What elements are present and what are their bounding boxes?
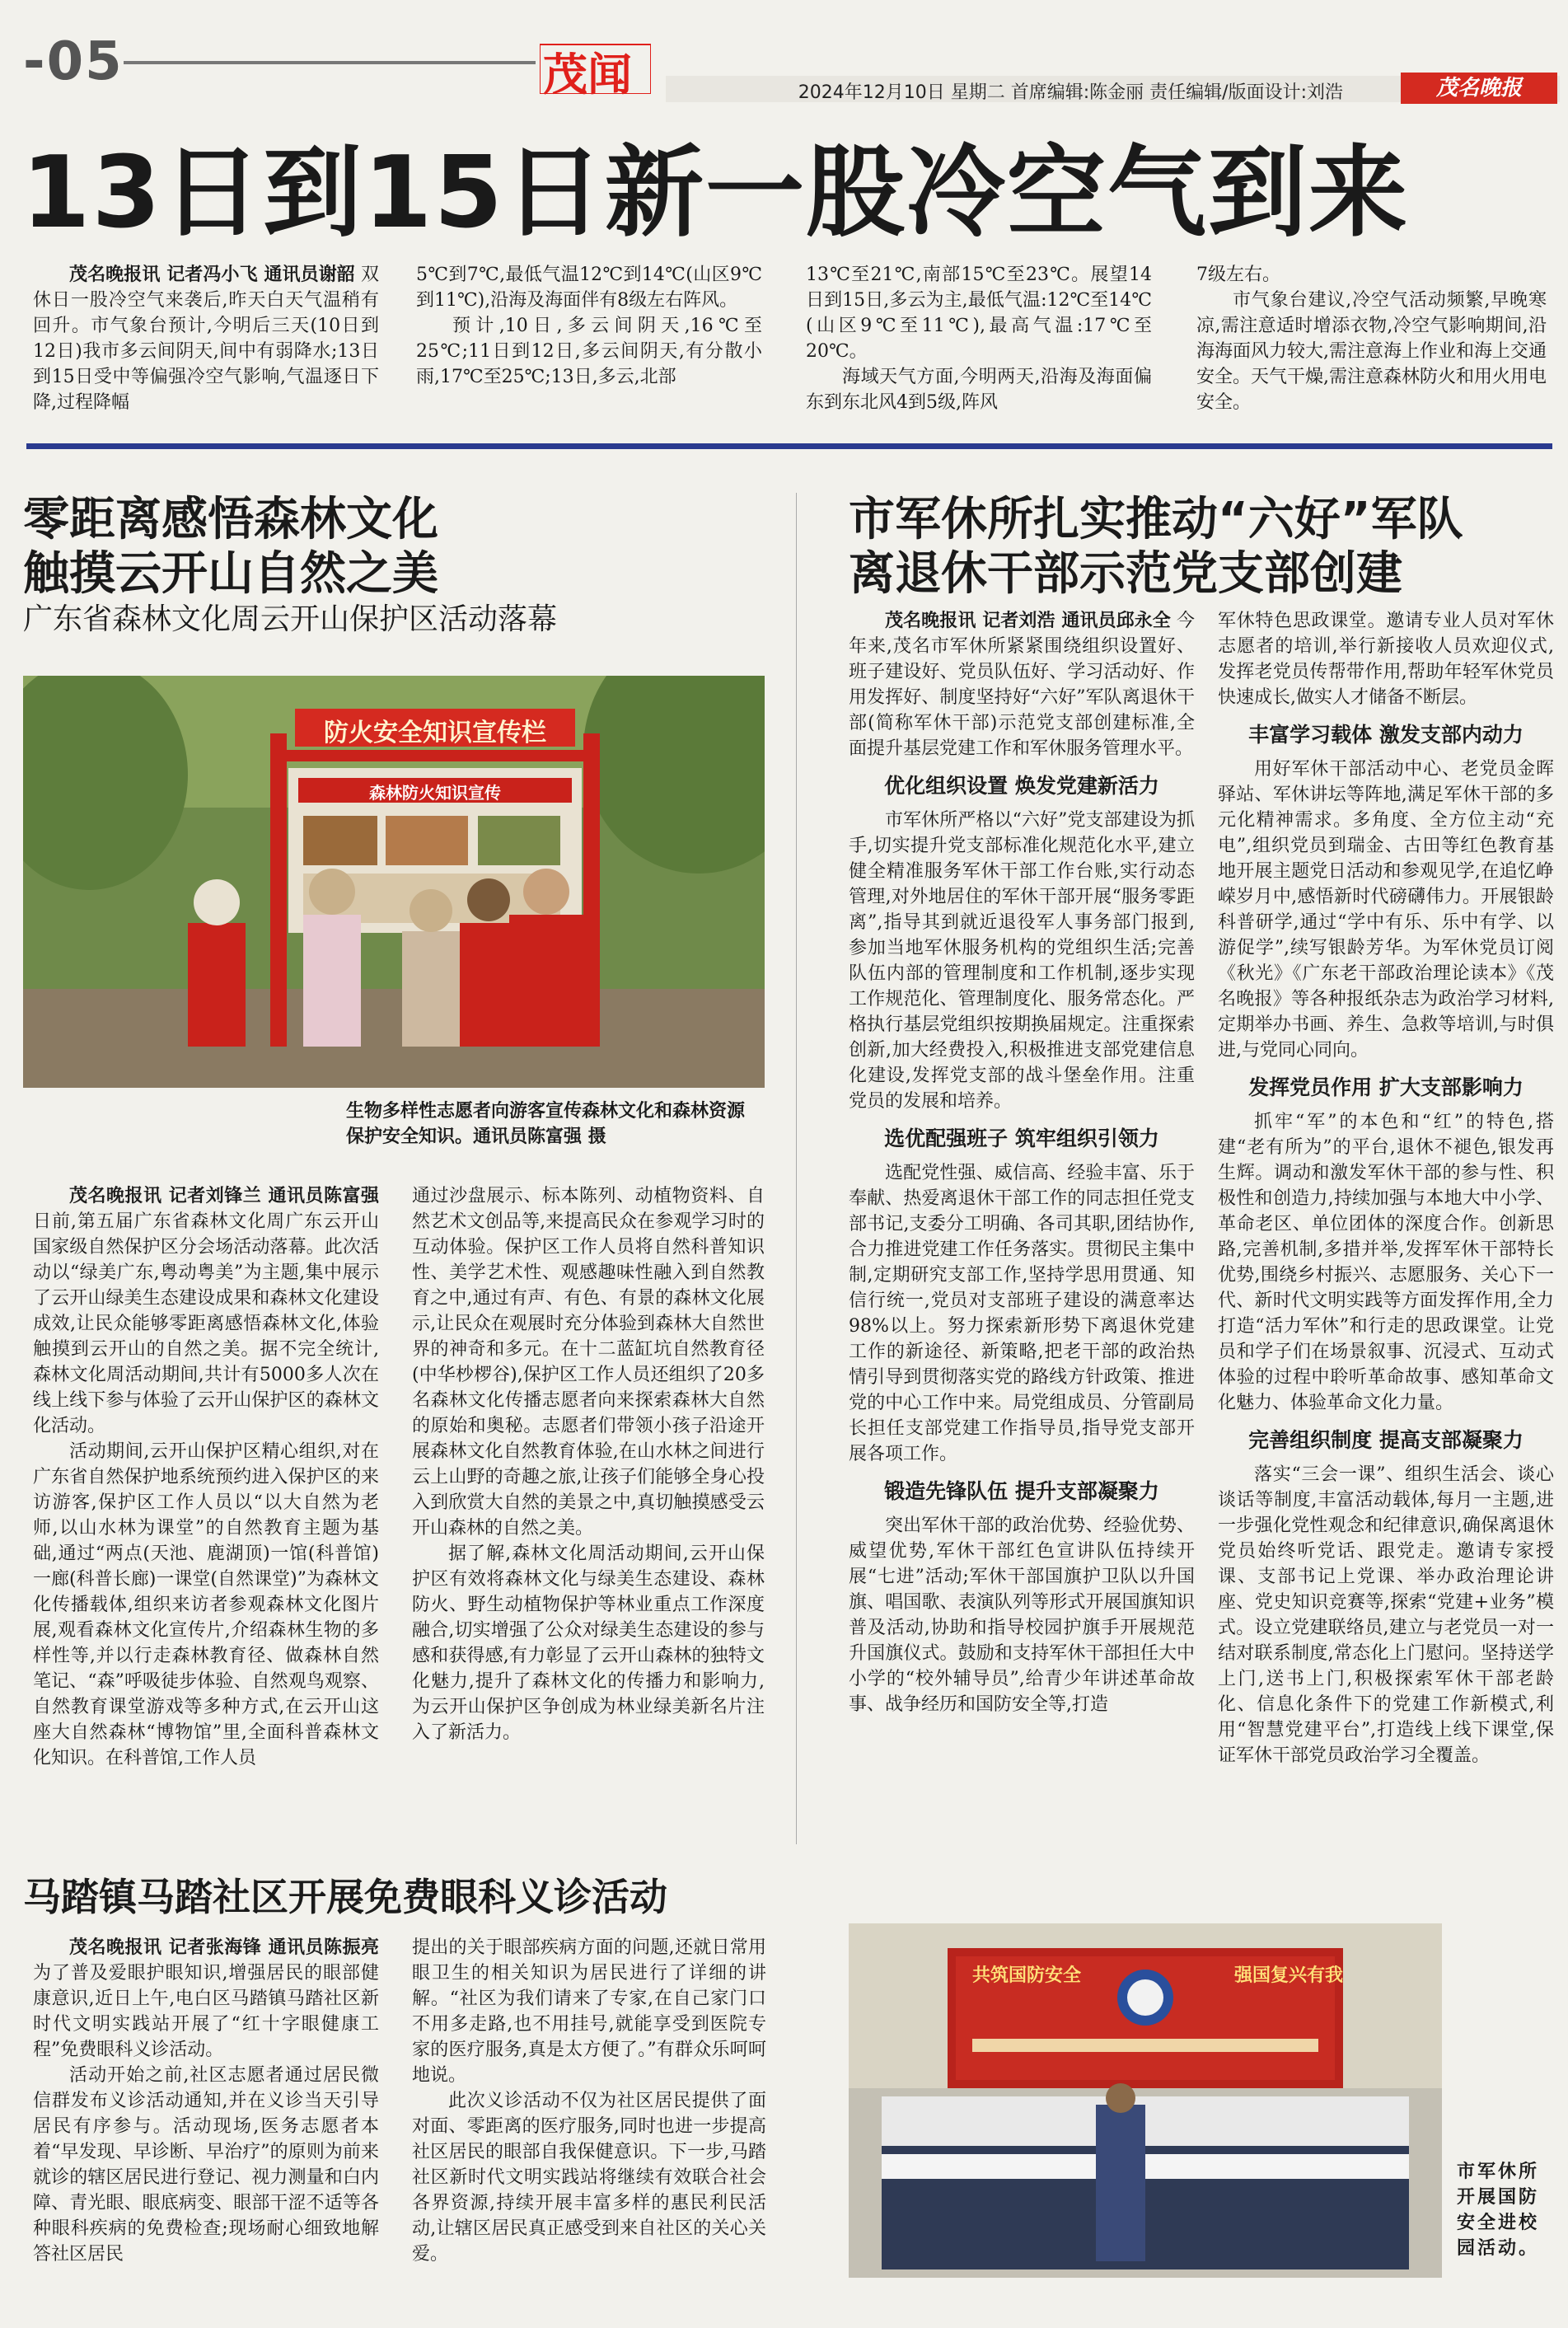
top-headline: 13日到15日新一股冷空气到来	[21, 136, 1409, 251]
photo-board-text: 森林防火知识宣传	[369, 783, 501, 803]
army-subhead-6: 完善组织制度 提高支部凝聚力	[1248, 1428, 1524, 1452]
forest-text-2: 活动期间,云开山保护区精心组织,对在广东省自然保护地系统预约进入保护区的来访游客,保护区工作人员以“以大自然为老师,以山水林为课堂”的自然教育主题为基础,通过“两点(天池、鹿湖顶)一馆(科普馆)一廊(科普长廊)一课堂(自然课堂)”为森林文化传播载体,组织来访者参观森林文化图片展,观看森林文化宣传片,介绍森林生物的多样性等,并以行走森林教育径、做森林自然笔记、“森”呼吸徒步体验、自然观鸟观察、自然教育课堂游戏等多种方式,在云开山这座大自然森林“博物馆”里,全面科普森林文化知识。在科普馆,工作人员	[33, 1441, 379, 1768]
photo-sign: 防火安全知识宣传栏	[324, 719, 546, 747]
top-byline: 茂名晚报讯 记者冯小飞 通讯员谢韶	[69, 265, 355, 285]
top-col-4	[1196, 262, 1547, 415]
eye-text-1: 为了普及爱眼护眼知识,增强居民的眼部健康意识,近日上午,电白区马踏镇马踏社区新时代文明实践站开展了“红十字眼健康工程”免费眼科义诊活动。	[33, 1963, 379, 2060]
section-divider	[26, 443, 1552, 449]
army-title	[849, 493, 1557, 602]
header-rule	[124, 61, 536, 64]
top-text-4: 13℃至21℃,南部15℃至23℃。展望14日到15日,多云为主,最低气温:12℃至14℃(山区9℃至11℃),最高气温:17℃至20℃。	[806, 265, 1152, 362]
section-badge	[540, 40, 651, 101]
army-photo	[849, 1923, 1442, 2278]
top-col-3	[806, 262, 1152, 415]
eye-title: 马踏镇马踏社区开展免费眼科义诊活动	[23, 1875, 667, 1919]
eye-text-3: 提出的关于眼部疾病方面的问题,还就日常用眼卫生的相关知识为居民进行了详细的讲解。“社区为我们请来了专家,在自己家门口不用多走路,也不用挂号,就能享受到医院专家的医疗服务,真是太方便了。”有群众乐呵呵地说。	[412, 1937, 766, 2086]
photo-banner-left: 共筑国防安全	[972, 1965, 1082, 1986]
paper-logo: 茂名晚报	[1401, 73, 1557, 104]
army-text-5: 军休特色思政课堂。邀请专业人员对军休志愿者的培训,举行新接收人员欢迎仪式,发挥老党员传帮带作用,帮助年轻军休党员快速成长,做实人才储备不断层。	[1218, 611, 1554, 708]
army-text-3: 选配党性强、威信高、经验丰富、乐于奉献、热爱离退休干部工作的同志担任党支部书记,支委分工明确、各司其职,团结协作,合力推进党建工作任务落实。贯彻民主集中制,定期研究支部工作,坚持学思用贯通、知信行统一,党员对支部班子建设的满意率达98%以上。努力探索新形势下离退休党建工作的新途径、新策略,把老干部的政治热情引导到贯彻落实党的路线方针政策、推进党的中心工作中来。局党组成员、分管副局长担任支部党建工作指导员,指导党支部开展各项工作。	[849, 1163, 1195, 1464]
top-text-5: 海域天气方面,今明两天,沿海及海面偏东到东北风4到5级,阵风	[806, 367, 1152, 413]
top-text-3: 预计,10日,多云间阴天,16℃至25℃;11日到12日,多云间阴天,有分散小雨,17℃至25℃;13日,多云,北部	[416, 316, 762, 387]
forest-title-line-2: 触摸云开山自然之美	[23, 547, 438, 601]
army-col-1	[849, 608, 1195, 1717]
army-byline: 茂名晚报讯 记者刘浩 通讯员邱永全	[885, 611, 1171, 631]
army-text-2: 市军休所严格以“六好”党支部建设为抓手,切实提升党支部标准化规范化水平,建立健全精准服务军休干部工作台账,实行动态管理,对外地居住的军休干部开展“服务零距离”,指导其到就近退役军人事务部门报到,参加当地军休服务机构的党组织生活;完善队伍内部的管理制度和工作机制,逐步实现工作规范化、管理制度化、服务常态化。严格执行基层党组织按期换届规定。注重探索创新,加大经费投入,积极推进支部党建信息化建设,发挥党支部的战斗堡垒作用。注重党员的发展和培养。	[849, 810, 1195, 1112]
army-text-4: 突出军休干部的政治优势、经验优势、威望优势,军休干部红色宣讲队伍持续开展“七进”活动;军休干部国旗护卫队以升国旗、唱国歌、表演队列等形式开展国旗知识普及活动,协助和指导校园护旗手开展规范升国旗仪式。鼓励和支持军休干部担任大中小学的“校外辅导员”,给青少年讲述革命故事、战争经历和国防安全等,打造	[849, 1515, 1195, 1715]
army-title-line-2: 离退休干部示范党支部创建	[849, 547, 1402, 601]
section-name: 茂闻	[543, 48, 632, 101]
army-subhead-2: 选优配强班子 筑牢组织引领力	[884, 1127, 1159, 1150]
forest-title-line-1: 零距离感悟森林文化	[23, 493, 438, 546]
forest-subtitle: 广东省森林文化周云开山保护区活动落幕	[23, 602, 558, 636]
top-col-1	[33, 262, 379, 415]
forest-photo	[23, 676, 765, 1088]
army-title-line-1: 市军休所扎实推动“六好”军队	[849, 493, 1463, 546]
forest-text-1: 日前,第五届广东省森林文化周广东云开山国家级自然保护区分会场活动落幕。此次活动以“绿美广东,粤动粤美”为主题,集中展示了云开山绿美生态建设成果和森林文化建设成效,让民众能够零距离感悟森林文化,体验触摸到云开山的自然之美。据不完全统计,森林文化周活动期间,共计有5000多人次在线上线下参与体验了云开山保护区的森林文化活动。	[33, 1211, 379, 1436]
forest-col-1	[33, 1183, 379, 1771]
army-photo-caption: 市军休所开展国防安全进校园活动。	[1457, 2161, 1540, 2259]
forest-byline: 茂名晚报讯 记者刘锋兰 通讯员陈富强	[69, 1186, 379, 1206]
army-col-2	[1218, 608, 1554, 1768]
top-text-1: 双休日一股冷空气来袭后,昨天白天气温稍有回升。市气象台预计,今明后三天(10日到12日)我市多云间阴天,间中有弱降水;13日到15日受中等偏强冷空气影响,气温逐日下降,过程降幅	[33, 265, 379, 413]
page-number: -05	[23, 31, 124, 92]
eye-text-4: 此次义诊活动不仅为社区居民提供了面对面、零距离的医疗服务,同时也进一步提高社区居民的眼部自我保健意识。下一步,马踏社区新时代文明实践站将继续有效联合社会各界资源,持续开展丰富多样的惠民利民活动,让辖区居民真正感受到来自社区的关心关爱。	[412, 2091, 766, 2265]
forest-col-2	[412, 1183, 765, 1745]
army-subhead-5: 发挥党员作用 扩大支部影响力	[1248, 1075, 1524, 1099]
forest-photo-caption: 生物多样性志愿者向游客宣传森林文化和森林资源保护安全知识。通讯员陈富强 摄	[346, 1100, 746, 1147]
forest-text-4: 据了解,森林文化周活动期间,云开山保护区有效将森林文化与绿美生态建设、森林防火、野生动植物保护等林业重点工作深度融合,切实增强了公众对绿美生态建设的参与感和获得感,有力彰显了云开山森林的独特文化魅力,提升了森林文化的传播力和影响力,为云开山保护区争创成为林业绿美新名片注入了新活力。	[412, 1543, 765, 1743]
army-subhead-1: 优化组织设置 焕发党建新活力	[884, 774, 1159, 798]
eye-byline: 茂名晚报讯 记者张海锋 通讯员陈振亮	[69, 1937, 379, 1958]
eye-text-2: 活动开始之前,社区志愿者通过居民微信群发布义诊活动通知,并在义诊当天引导居民有序参与。活动现场,医务志愿者本着“早发现、早诊断、早治疗”的原则为前来就诊的辖区居民进行登记、视力测量和白内障、青光眼、眼底病变、眼部干涩不适等各种眼科疾病的免费检查;现场耐心细致地解答社区居民	[33, 2065, 379, 2265]
army-text-8: 落实“三会一课”、组织生活会、谈心谈话等制度,丰富活动载体,每月一主题,进一步强化党性观念和纪律意识,确保离退休党员始终听党话、跟党走。邀请专家授课、支部书记上党课、举办政治理论讲座、党史知识竞赛等,探索“党建+业务”模式。设立党建联络员,建立与老党员一对一结对联系制度,常态化上门慰问。坚持送学上门,送书上门,积极探索军休干部老龄化、信息化条件下的党建工作新模式,利用“智慧党建平台”,打造线上线下课堂,保证军休干部党员政治学习全覆盖。	[1218, 1464, 1554, 1766]
top-text-7: 市气象台建议,冷空气活动频繁,早晚寒凉,需注意适时增添衣物,冷空气影响期间,沿海海面风力较大,需注意海上作业和海上交通安全。天气干燥,需注意森林防火和用火用电安全。	[1196, 290, 1547, 413]
top-text-2: 5℃到7℃,最低气温12℃到14℃(山区9℃到11℃),沿海及海面伴有8级左右阵风。	[416, 265, 762, 311]
eye-col-2	[412, 1935, 766, 2267]
column-rule	[796, 493, 797, 1844]
army-text-6: 用好军休干部活动中心、老党员金晖驿站、军休讲坛等阵地,满足军休干部的多元化精神需求。多角度、全方位主动“充电”,组织党员到瑞金、古田等红色教育基地开展主题党日活动和参观见学,在追忆峥嵘岁月中,感悟新时代磅礴伟力。开展银龄科普研学,通过“学中有乐、乐中有学、以游促学”,续写银龄芳华。为军休党员订阅《秋光》《广东老干部政治理论读本》《茂名晚报》等各种报纸杂志为政治学习材料,定期举办书画、养生、急救等培训,与时俱进,与党同心同向。	[1218, 759, 1554, 1061]
army-subhead-3: 锻造先锋队伍 提升支部凝聚力	[884, 1479, 1159, 1503]
army-subhead-4: 丰富学习载体 激发支部内动力	[1248, 723, 1524, 747]
eye-col-1	[33, 1935, 379, 2267]
top-text-6: 7级左右。	[1196, 265, 1280, 285]
forest-text-3: 通过沙盘展示、标本陈列、动植物资料、自然艺术文创品等,来提高民众在参观学习时的互动体验。保护区工作人员将自然科普知识性、美学艺术性、观感趣味性融入到自然教育之中,通过有声、有色、有景的森林文化展示,让民众在观展时充分体验到森林大自然世界的神奇和多元。在十二蓝缸坑自然教育径(中华杪椤谷),保护区工作人员还组织了20多名森林文化传播志愿者向来探索森林大自然的原始和奥秘。志愿者们带领小孩子沿途开展森林文化自然教育体验,在山水林之间进行云上山野的奇趣之旅,让孩子们能够全身心投入到欣赏大自然的美景之中,真切触摸感受云开山森林的自然之美。	[412, 1186, 765, 1539]
top-col-2	[416, 262, 762, 390]
forest-title	[23, 493, 765, 602]
photo-banner-right: 强国复兴有我	[1233, 1965, 1343, 1986]
date-line: 2024年12月10日 星期二 首席编辑:陈金丽 责任编辑/版面设计:刘浩	[798, 82, 1343, 103]
army-text-7: 抓牢“军”的本色和“红”的特色,搭建“老有所为”的平台,退休不褪色,银发再生辉。调动和激发军休干部的参与性、积极性和创造力,持续加强与本地大中小学、革命老区、单位团体的深度合作。创新思路,完善机制,多措并举,发挥军休干部特长优势,围绕乡村振兴、志愿服务、关心下一代、新时代文明实践等方面发挥作用,全力打造“活力军休”和行走的思政课堂。让党员和学子们在场景叙事、沉浸式、互动式体验的过程中聆听革命故事、感知革命文化魅力、体验革命文化力量。	[1218, 1112, 1554, 1413]
army-text-1: 今年来,茂名市军休所紧紧围绕组织设置好、班子建设好、党员队伍好、学习活动好、作用发挥好、制度坚持好“六好”军队离退休干部(简称军休干部)示范党支部创建标准,全面提升基层党建工作和军休服务管理水平。	[849, 611, 1195, 759]
